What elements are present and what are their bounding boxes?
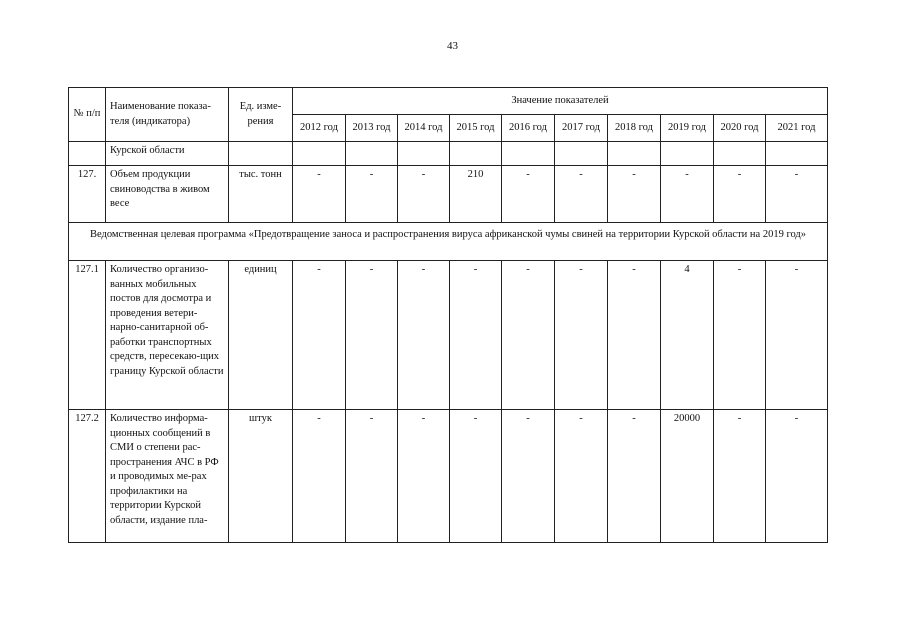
program-row — [69, 223, 828, 261]
row-unit: единиц — [229, 261, 293, 410]
row-value: 4 — [661, 261, 714, 410]
year-header: 2012 год — [293, 115, 346, 142]
row-value — [766, 142, 828, 166]
row-value: - — [766, 261, 828, 410]
row-name: Курской области — [106, 142, 229, 166]
row-value: - — [608, 410, 661, 543]
row-num: 127. — [69, 166, 106, 223]
row-value: - — [398, 261, 450, 410]
row-value — [714, 142, 766, 166]
row-value — [346, 142, 398, 166]
row-name: Количество организо-ванных мобильных постов для досмотра и проведения ветери-нарно-санитарной об-работки транспортных средств, пересекаю-щих границу Курской области — [106, 261, 229, 410]
row-value — [661, 142, 714, 166]
year-header: 2020 год — [714, 115, 766, 142]
row-value: - — [293, 166, 346, 223]
year-header: 2018 год — [608, 115, 661, 142]
row-value — [293, 142, 346, 166]
row-value: 20000 — [661, 410, 714, 543]
row-value: - — [346, 261, 398, 410]
row-value: - — [502, 166, 555, 223]
header-row — [69, 88, 828, 115]
row-value: - — [555, 166, 608, 223]
row-value — [608, 142, 661, 166]
row-value — [450, 142, 502, 166]
row-unit: штук — [229, 410, 293, 543]
row-value: - — [766, 410, 828, 543]
row-unit: тыс. тонн — [229, 166, 293, 223]
row-value: - — [555, 410, 608, 543]
year-header: 2016 год — [502, 115, 555, 142]
header-values: Значение показателей — [293, 88, 828, 115]
table-row — [69, 166, 828, 223]
header-num: № п/п — [69, 88, 106, 142]
row-value: - — [714, 410, 766, 543]
row-value: - — [714, 261, 766, 410]
row-value: - — [450, 261, 502, 410]
row-value — [398, 142, 450, 166]
row-num — [69, 142, 106, 166]
row-value: - — [502, 261, 555, 410]
row-value: - — [398, 410, 450, 543]
row-num: 127.1 — [69, 261, 106, 410]
row-value: - — [555, 261, 608, 410]
year-header: 2019 год — [661, 115, 714, 142]
row-value: - — [608, 166, 661, 223]
row-value: - — [766, 166, 828, 223]
table-row — [69, 410, 828, 543]
year-header: 2014 год — [398, 115, 450, 142]
row-value: - — [714, 166, 766, 223]
row-num: 127.2 — [69, 410, 106, 543]
row-value: - — [346, 410, 398, 543]
indicators-table — [68, 87, 828, 543]
program-title: Ведомственная целевая программа «Предотвращение заноса и распространения вируса африканской чумы свиней на территории Курской области на 2019 год» — [69, 223, 828, 261]
year-header: 2021 год — [766, 115, 828, 142]
row-value: - — [293, 261, 346, 410]
year-header: 2015 год — [450, 115, 502, 142]
header-unit: Ед. изме-рения — [229, 88, 293, 142]
row-value: - — [293, 410, 346, 543]
year-header: 2017 год — [555, 115, 608, 142]
header-name: Наименование показа-теля (индикатора) — [106, 88, 229, 142]
row-value: - — [661, 166, 714, 223]
table-row — [69, 142, 828, 166]
row-value — [555, 142, 608, 166]
page-number: 43 — [447, 40, 458, 52]
year-header: 2013 год — [346, 115, 398, 142]
row-value — [502, 142, 555, 166]
row-unit — [229, 142, 293, 166]
row-value: - — [346, 166, 398, 223]
row-value: - — [450, 410, 502, 543]
row-value: 210 — [450, 166, 502, 223]
row-value: - — [398, 166, 450, 223]
row-name: Объем продукции свиноводства в живом весе — [106, 166, 229, 223]
table-row — [69, 261, 828, 410]
row-value: - — [608, 261, 661, 410]
row-name: Количество информа-ционных сообщений в СМИ о степени рас-пространения АЧС в РФ и проводимых ме-рах профилактики на территории Курской области, издание пла- — [106, 410, 229, 543]
row-value: - — [502, 410, 555, 543]
